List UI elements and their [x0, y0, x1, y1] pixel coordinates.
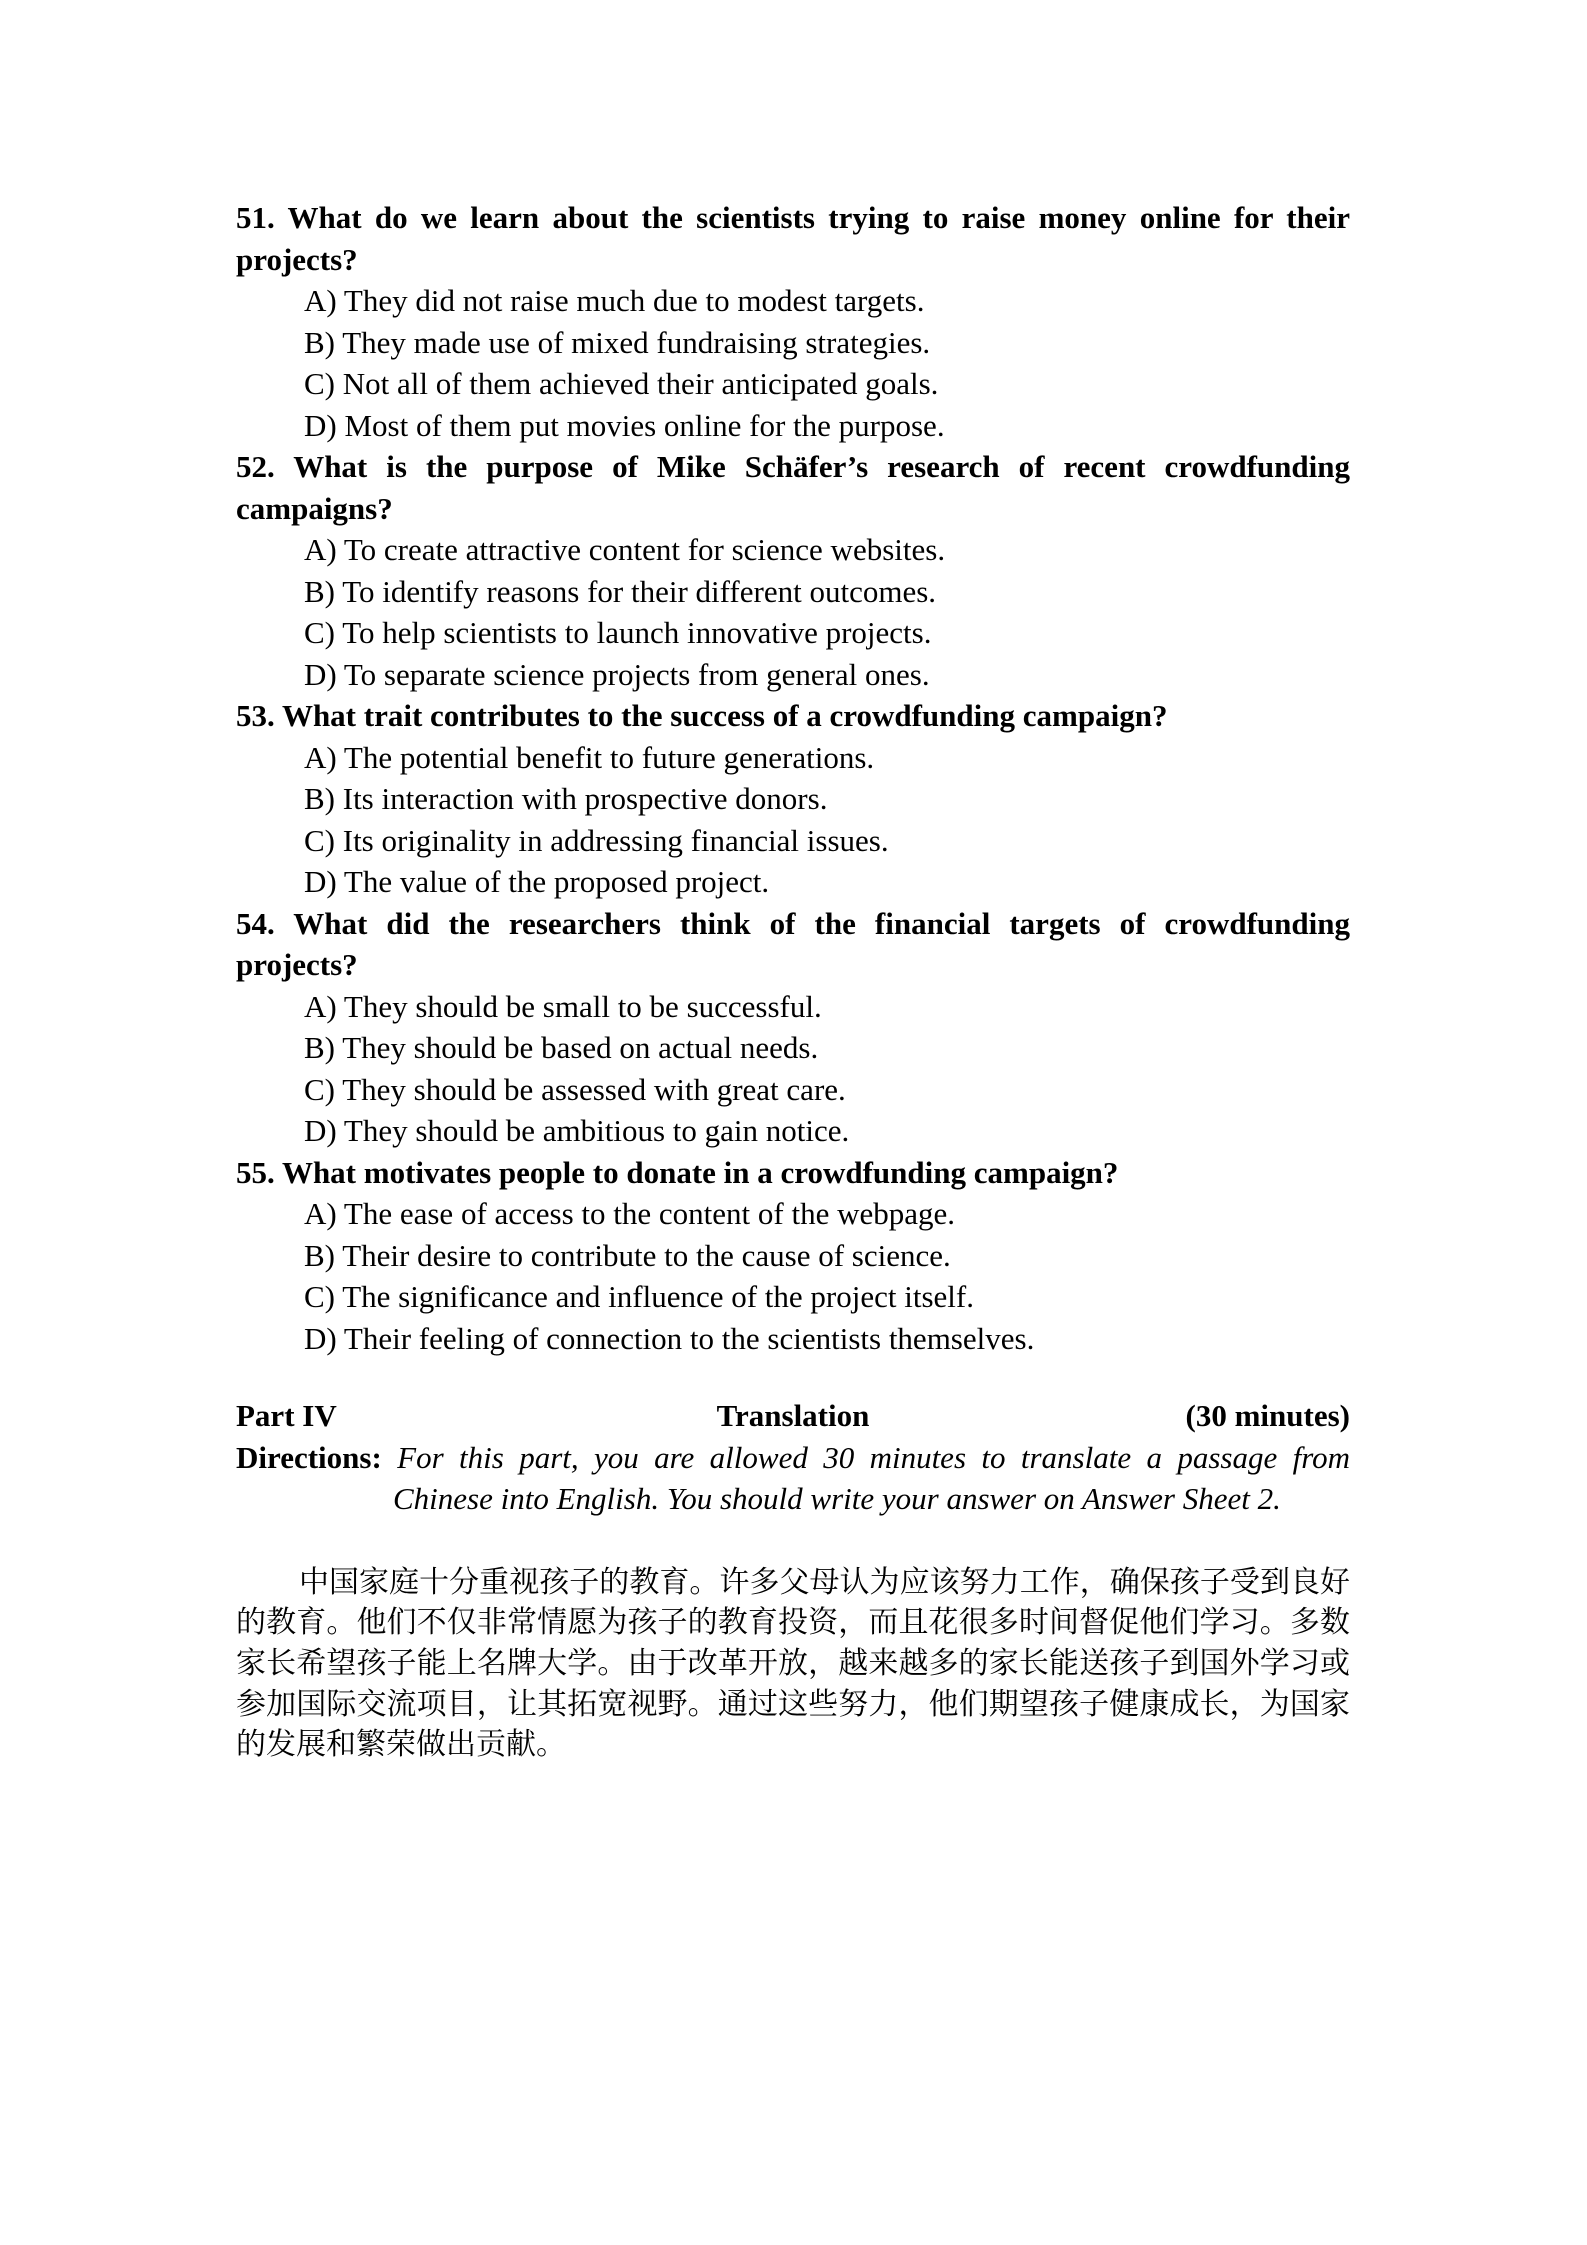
option-a: A) They did not raise much due to modest targets. [304, 283, 925, 318]
part-iv-header [236, 1395, 1350, 1437]
question-55 [236, 1152, 1350, 1360]
option-b: B) Its interaction with prospective donors. [304, 781, 828, 816]
option-b: B) They should be based on actual needs. [304, 1030, 819, 1065]
question-52 [236, 446, 1350, 695]
question-text: 54. What did the researchers think of the financial targets of crowdfunding projects? [236, 905, 1350, 982]
option-d: D) The value of the proposed project. [304, 864, 770, 899]
question-text: 53. What trait contributes to the success of a crowdfunding campaign? [236, 698, 1168, 733]
question-text: 51. What do we learn about the scientists trying to raise money online for their projects? [236, 200, 1350, 277]
directions [236, 1437, 1350, 1520]
part-title: Translation [716, 1398, 870, 1433]
option-b: B) They made use of mixed fundraising strategies. [304, 324, 931, 360]
option-a: A) The potential benefit to future generations. [304, 739, 875, 775]
question-text: 52. What is the purpose of Mike Schäfer’s research of recent crowdfunding campaigns? [236, 449, 1350, 526]
question-54 [236, 903, 1350, 1152]
question-51 [236, 197, 1350, 446]
question-53 [236, 695, 1350, 903]
question-text: 55. What motivates people to donate in a crowdfunding campaign? [236, 1154, 1119, 1190]
part-duration: (30 minutes) [1185, 1398, 1350, 1433]
option-d: D) Most of them put movies online for the purpose. [304, 407, 945, 443]
option-c: C) They should be assessed with great care. [304, 1071, 846, 1107]
option-b: B) Their desire to contribute to the cause of science. [304, 1237, 951, 1273]
option-c: C) Not all of them achieved their anticipated goals. [304, 366, 939, 401]
option-c: C) To help scientists to launch innovative projects. [304, 615, 932, 650]
translation-passage: 中国家庭十分重视孩子的教育。许多父母认为应该努力工作，确保孩子受到良好的教育。他们不仅非常情愿为孩子的教育投资，而且花很多时间督促他们学习。多数家长希望孩子能上名牌大学。由于改革开放，越来越多的家长能送孩子到国外学习或参加国际交流项目，让其拓宽视野。通过这些努力，他们期望孩子健康成长，为国家的发展和繁荣做出贡献。 [236, 1565, 1350, 1762]
option-d: D) To separate science projects from general ones. [304, 656, 930, 692]
option-a: A) The ease of access to the content of the webpage. [304, 1196, 956, 1231]
directions-text: For this part, you are allowed 30 minutes to translate a passage from Chinese into English. You should write your answer on Answer Sheet 2. [393, 1439, 1350, 1516]
part-label: Part IV [236, 1398, 337, 1433]
option-c: C) The significance and influence of the project itself. [304, 1279, 974, 1314]
option-d: D) They should be ambitious to gain notice. [304, 1113, 850, 1148]
option-a: A) To create attractive content for science websites. [304, 532, 946, 567]
option-b: B) To identify reasons for their different outcomes. [304, 573, 937, 609]
directions-label: Directions: [236, 1439, 382, 1475]
option-d: D) Their feeling of connection to the scientists themselves. [304, 1320, 1035, 1356]
option-a: A) They should be small to be successful. [304, 988, 822, 1024]
option-c: C) Its originality in addressing financial issues. [304, 822, 889, 858]
